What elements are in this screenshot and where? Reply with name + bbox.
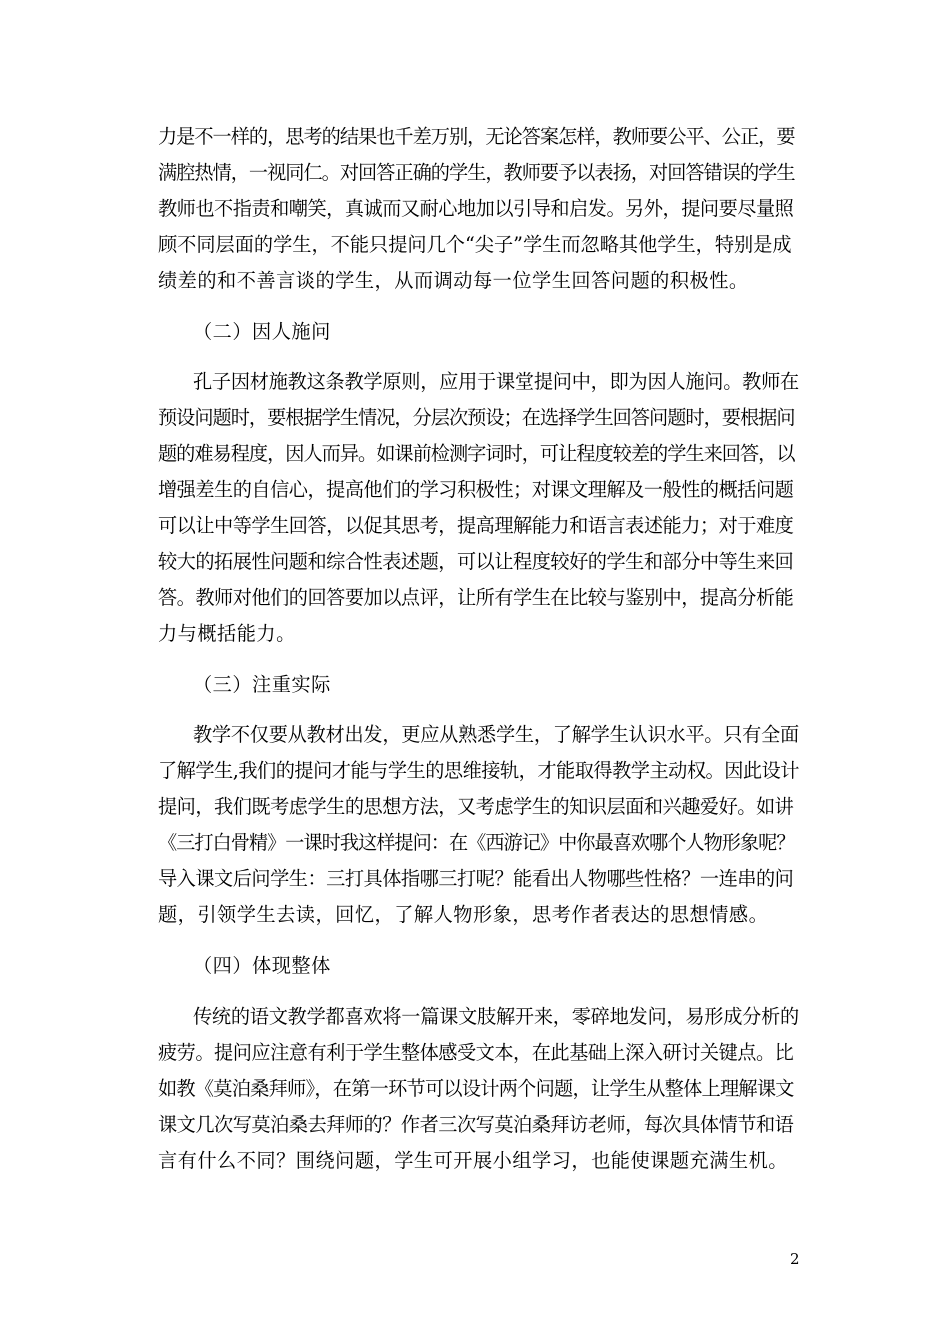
paragraph-line: 题的难易程度，因人而异。如课前检测字词时，可让程度较差的学生来回答，以 — [158, 442, 795, 465]
paragraph-line: 传统的语文教学都喜欢将一篇课文肢解开来，零碎地发问，易形成分析的 — [193, 1005, 799, 1028]
paragraph-line: 力是不一样的，思考的结果也千差万别，无论答案怎样，教师要公平、公正，要 — [158, 125, 795, 148]
paragraph-line: 顾不同层面的学生，不能只提问几个“尖子”学生而忽略其他学生，特别是成 — [158, 233, 792, 256]
paragraph-line: 答。教师对他们的回答要加以点评，让所有学生在比较与鉴别中，提高分析能 — [158, 586, 794, 609]
section-heading: （三）注重实际 — [193, 673, 331, 696]
paragraph-line: 疲劳。提问应注意有利于学生整体感受文本，在此基础上深入研讨关键点。比 — [158, 1041, 794, 1064]
paragraph-line: 较大的拓展性问题和综合性表述题，可以让程度较好的学生和部分中等生来回 — [158, 550, 794, 573]
paragraph-line: 可以让中等学生回答，以促其思考，提高理解能力和语言表述能力；对于难度 — [158, 514, 794, 537]
paragraph-line: 教师也不指责和嘲笑，真诚而又耐心地加以引导和启发。另外，提问要尽量照 — [158, 197, 794, 220]
paragraph-line: 言有什么不同？围绕问题，学生可开展小组学习，也能使课题充满生机。 — [158, 1149, 788, 1172]
paragraph-line: 课文几次写莫泊桑去拜师的？作者三次写莫泊桑拜访老师，每次具体情节和语 — [158, 1113, 794, 1136]
paragraph-line: 绩差的和不善言谈的学生，从而调动每一位学生回答问题的积极性。 — [158, 269, 749, 292]
paragraph-line: 如教《莫泊桑拜师》，在第一环节可以设计两个问题，让学生从整体上理解课文 — [158, 1077, 794, 1100]
paragraph-line: 了解学生,我们的提问才能与学生的思维接轨，才能取得教学主动权。因此设计 — [158, 759, 799, 782]
page-number: 2 — [790, 1250, 800, 1268]
section-heading: （四）体现整体 — [193, 954, 331, 977]
paragraph-line: 教学不仅要从教材出发，更应从熟悉学生，了解学生认识水平。只有全面 — [193, 723, 799, 746]
paragraph-line: 满腔热情，一视同仁。对回答正确的学生，教师要予以表扬，对回答错误的学生 — [158, 161, 795, 184]
paragraph-line: 提问，我们既考虑学生的思想方法，又考虑学生的知识层面和兴趣爱好。如讲 — [158, 795, 794, 818]
paragraph-line: 增强差生的自信心，提高他们的学习积极性；对课文理解及一般性的概括问题 — [158, 478, 794, 501]
paragraph-line: 力与概括能力。 — [158, 622, 296, 645]
section-heading: （二）因人施问 — [193, 320, 331, 343]
paragraph-line: 《三打白骨精》一课时我这样提问：在《西游记》中你最喜欢哪个人物形象呢？ — [158, 831, 795, 854]
paragraph-line: 导入课文后问学生：三打具体指哪三打呢？能看出人物哪些性格？一连串的问 — [158, 867, 794, 890]
paragraph-line: 预设问题时，要根据学生情况，分层次预设；在选择学生回答问题时，要根据问 — [158, 406, 795, 429]
paragraph-line: 孔子因材施教这条教学原则，应用于课堂提问中，即为因人施问。教师在 — [193, 370, 799, 393]
paragraph-line: 题，引领学生去读，回忆，了解人物形象，思考作者表达的思想情感。 — [158, 903, 769, 926]
